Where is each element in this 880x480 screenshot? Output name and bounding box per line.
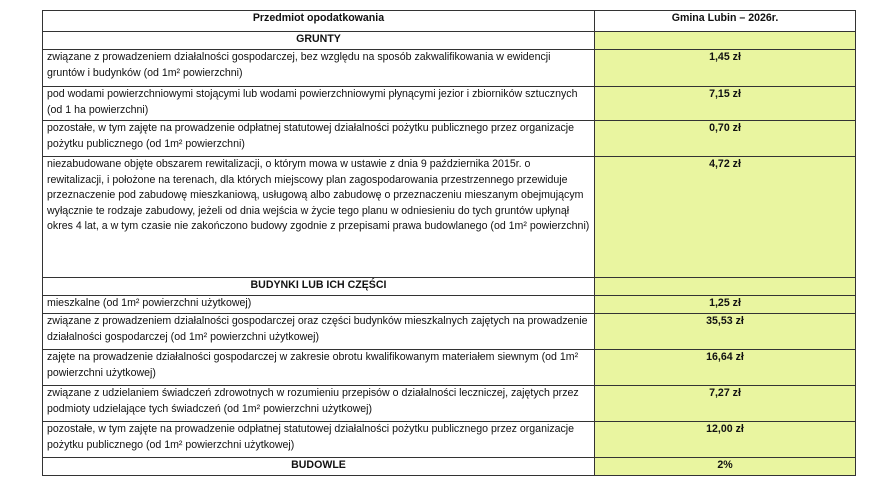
table-row bbox=[43, 296, 856, 314]
row-rate: 12,00 zł bbox=[595, 422, 856, 458]
section-title: BUDOWLE bbox=[43, 458, 595, 476]
table-row bbox=[43, 350, 856, 386]
header-subject: Przedmiot opodatkowania bbox=[43, 11, 595, 32]
table-row bbox=[43, 87, 856, 121]
row-description: niezabudowane objęte obszarem rewitalizacji, o którym mowa w ustawie z dnia 9 października 2015r. o rewitalizacji, i położone na terenach, dla których miejscowy plan zagospodarowania przestrzennego przewiduje przeznaczenie pod zabudowę mieszkaniową, usługową albo zabudowę o przeznaczeniu mieszanym obejmującym wyłącznie te rodzaje zabudowy, jeżeli od dnia wejścia w życie tego planu w odniesieniu do tych gruntów upłynął okres 4 lat, a w tym czasie nie zakończono budowy zgodnie z przepisami prawa budowlanego (od 1m² powierzchni) bbox=[43, 157, 595, 278]
row-rate: 35,53 zł bbox=[595, 314, 856, 350]
row-description: pod wodami powierzchniowymi stojącymi lub wodami powierzchniowymi płynącymi jezior i zbiorników sztucznych (od 1 ha powierzchni) bbox=[43, 87, 595, 121]
row-rate: 7,27 zł bbox=[595, 386, 856, 422]
row-rate: 1,25 zł bbox=[595, 296, 856, 314]
table-row bbox=[43, 314, 856, 350]
table-row bbox=[43, 386, 856, 422]
row-description: związane z prowadzeniem działalności gospodarczej oraz części budynków mieszkalnych zajętych na prowadzenie działalności gospodarczej (od 1m² powierzchni użytkowej) bbox=[43, 314, 595, 350]
section-title: GRUNTY bbox=[43, 32, 595, 50]
table-row bbox=[43, 157, 856, 278]
section-row-budynki bbox=[43, 278, 856, 296]
section-value-empty bbox=[595, 278, 856, 296]
row-rate: 4,72 zł bbox=[595, 157, 856, 278]
table-row bbox=[43, 422, 856, 458]
row-description: mieszkalne (od 1m² powierzchni użytkowej) bbox=[43, 296, 595, 314]
section-row-budowle bbox=[43, 458, 856, 476]
tax-rates-table bbox=[42, 10, 856, 476]
table-header-row bbox=[43, 11, 856, 32]
row-description: związane z prowadzeniem działalności gospodarczej, bez względu na sposób zakwalifikowania w ewidencji gruntów i budynków (od 1m² powierzchni) bbox=[43, 50, 595, 87]
row-description: zajęte na prowadzenie działalności gospodarczej w zakresie obrotu kwalifikowanym materiałem siewnym (od 1m² powierzchni użytkowej) bbox=[43, 350, 595, 386]
table-row bbox=[43, 50, 856, 87]
row-description: pozostałe, w tym zajęte na prowadzenie odpłatnej statutowej działalności pożytku publicznego przez organizacje pożytku publicznego (od 1m² powierzchni użytkowej) bbox=[43, 422, 595, 458]
row-rate: 7,15 zł bbox=[595, 87, 856, 121]
row-description: związane z udzielaniem świadczeń zdrowotnych w rozumieniu przepisów o działalności leczniczej, zajętych przez podmioty udzielające tych świadczeń (od 1m² powierzchni użytkowej) bbox=[43, 386, 595, 422]
section-rate: 2% bbox=[595, 458, 856, 476]
row-rate: 0,70 zł bbox=[595, 121, 856, 157]
row-description: pozostałe, w tym zajęte na prowadzenie odpłatnej statutowej działalności pożytku publicznego przez organizacje pożytku publicznego (od 1m² powierzchni) bbox=[43, 121, 595, 157]
section-title: BUDYNKI LUB ICH CZĘŚCI bbox=[43, 278, 595, 296]
section-row-grunty bbox=[43, 32, 856, 50]
row-rate: 1,45 zł bbox=[595, 50, 856, 87]
section-value-empty bbox=[595, 32, 856, 50]
table-row bbox=[43, 121, 856, 157]
row-rate: 16,64 zł bbox=[595, 350, 856, 386]
header-municipality-year: Gmina Lubin – 2026r. bbox=[595, 11, 856, 32]
